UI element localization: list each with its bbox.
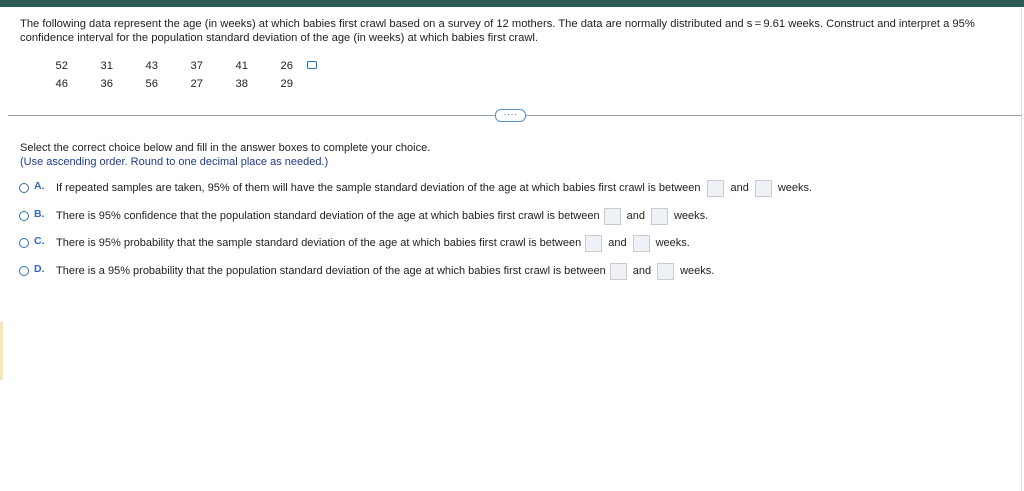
choice-text: If repeated samples are taken, 95% of them will have the sample standard deviation of the age at which babies first crawl is between: [56, 182, 701, 194]
radio-button-d[interactable]: [19, 266, 29, 276]
data-cell: 29: [280, 78, 293, 90]
choice-d[interactable]: [19, 261, 716, 281]
data-cell: 26: [280, 60, 293, 72]
choice-text: There is 95% probability that the sample standard deviation of the age at which babies first crawl is between: [56, 237, 582, 249]
data-cell: 43: [145, 60, 158, 72]
data-cell: 46: [55, 78, 68, 90]
unit-label: weeks.: [655, 237, 690, 249]
radio-button-c[interactable]: [19, 238, 29, 248]
answer-box-upper[interactable]: [657, 263, 674, 280]
choice-letter: D.: [34, 263, 45, 275]
answer-box-upper[interactable]: [633, 235, 650, 252]
data-row: [50, 57, 293, 75]
data-cell: 27: [190, 78, 203, 90]
unit-label: weeks.: [777, 182, 813, 194]
hint-text: (Use ascending order. Round to one decimal place as needed.): [20, 156, 329, 168]
choice-letter: B.: [34, 208, 45, 220]
answer-box-upper[interactable]: [651, 208, 668, 225]
radio-button-b[interactable]: [19, 211, 29, 221]
answer-box-lower[interactable]: [707, 180, 724, 197]
data-cell: 38: [235, 78, 248, 90]
data-cell: 31: [100, 60, 113, 72]
data-cell: 36: [100, 78, 113, 90]
and-label: and: [608, 237, 627, 249]
answer-box-lower[interactable]: [610, 263, 627, 280]
answer-box-upper[interactable]: [755, 180, 772, 197]
instruction-text: Select the correct choice below and fill in the answer boxes to complete your choice.: [20, 142, 431, 154]
data-cell: 41: [235, 60, 248, 72]
choice-letter: C.: [34, 235, 45, 247]
more-button[interactable]: ····: [495, 109, 526, 122]
unit-label: weeks.: [680, 265, 715, 277]
answer-box-lower[interactable]: [585, 235, 602, 252]
choice-text: There is a 95% probability that the population standard deviation of the age at which babies first crawl is between: [56, 265, 606, 277]
choice-text: There is 95% confidence that the population standard deviation of the age at which babies first crawl is between: [56, 210, 600, 222]
choice-b[interactable]: [19, 206, 710, 226]
right-border-line: [1021, 7, 1022, 491]
and-label: and: [632, 265, 652, 277]
top-header-bar: [0, 0, 1024, 7]
data-table: [50, 57, 293, 93]
data-cell: 52: [55, 60, 68, 72]
question-text: The following data represent the age (in weeks) at which babies first crawl based on a survey of 12 mothers. The data are normally distributed and s = 9.61 weeks. Construct and interpret a 95% confidence interval for the population standard deviation of the age (in weeks) at which babies first crawl.: [20, 18, 975, 44]
data-cell: 37: [190, 60, 203, 72]
data-cell: 56: [145, 78, 158, 90]
copy-data-icon[interactable]: [307, 61, 317, 69]
choice-c[interactable]: [19, 233, 692, 253]
and-label: and: [730, 182, 749, 194]
choice-letter: A.: [34, 180, 45, 192]
answer-box-lower[interactable]: [604, 208, 621, 225]
choice-a[interactable]: [19, 178, 814, 198]
radio-button-a[interactable]: [19, 183, 29, 193]
data-row: [50, 75, 293, 93]
unit-label: weeks.: [673, 210, 709, 222]
and-label: and: [626, 210, 645, 222]
left-edge-marker: [0, 322, 3, 380]
